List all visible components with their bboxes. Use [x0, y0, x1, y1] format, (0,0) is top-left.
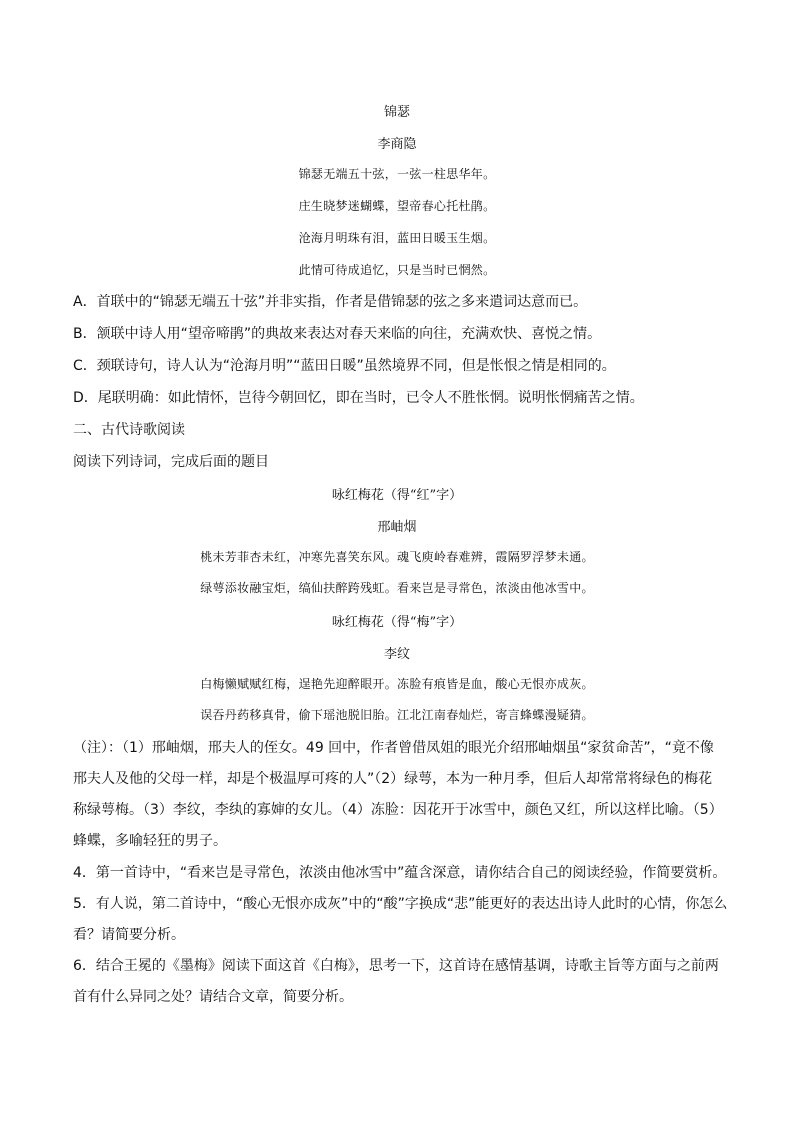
poem2-line: 绿萼添妆融宝炬，缟仙扶醉跨残虹。看来岂是寻常色，浓淡由他冰雪中。: [200, 581, 594, 595]
note-line: 邢夫人及他的父母一样，却是个极温厚可疼的人”（2）绿萼，本为一种月季，但后人却常常将绿色的梅花: [73, 771, 713, 787]
option-a: A．首联中的“锦瑟无端五十弦”并非实指，作者是借锦瑟的弦之多来遣词达意而已。: [73, 294, 588, 310]
option-c: C．颈联诗句，诗人认为“沧海月明”“蓝田日暖”虽然境界不同，但是怅恨之情是相同的。: [73, 358, 616, 374]
poem2-line: 桃未芳菲杏未红，冲寒先喜笑东风。魂飞庾岭春难辨，霞隔罗浮梦未通。: [200, 550, 594, 564]
question-5-cont: 看？请简要分析。: [73, 927, 185, 943]
question-6-cont: 首有什么异同之处？请结合文章，简要分析。: [73, 989, 353, 1005]
option-b: B．颔联中诗人用“望帝啼鹃”的典故来表达对春天来临的向往，充满欢快、喜悦之情。: [73, 326, 602, 342]
poem1-line: 庄生晓梦迷蝴蝶，望帝春心托杜鹃。: [298, 199, 496, 213]
poem1-line: 锦瑟无端五十弦，一弦一柱思华年。: [298, 167, 496, 181]
poem2-title: 咏红梅花（得“红”字）: [331, 488, 463, 503]
question-6: 6．结合王冕的《墨梅》阅读下面这首《白梅》，思考一下，这首诗在感情基调，诗歌主旨等方面与之前两: [73, 958, 719, 974]
poem3-title: 咏红梅花（得“梅”字）: [331, 615, 463, 630]
poem3-line: 误吞丹药移真骨，偷下瑶池脱旧胎。江北江南春灿烂，寄言蜂蝶漫疑猜。: [200, 708, 594, 722]
poem1-line: 此情可待成追忆，只是当时已惘然。: [298, 263, 496, 277]
section-heading: 二、古代诗歌阅读: [73, 422, 185, 438]
poem1-title: 锦瑟: [383, 105, 410, 120]
option-d: D．尾联明确：如此情怀，岂待今朝回忆，即在当时，已令人不胜怅惘。说明怅惘痛苦之情。: [73, 390, 644, 406]
poem2-author: 邢岫烟: [377, 520, 417, 535]
poem1-line: 沧海月明珠有泪，蓝田日暖玉生烟。: [298, 231, 496, 245]
note-line: 称绿萼梅。（3）李纹，李纨的寡婶的女儿。（4）冻脸：因花开于冰雪中，颜色又红，所以这样比喻。（5）: [73, 802, 723, 818]
question-5: 5．有人说，第二首诗中，“酸心无恨亦成灰”中的“酸”字换成“悲”能更好的表达出诗人此时的心情，你怎么: [73, 896, 728, 912]
question-list: [73, 858, 733, 1013]
poem3-author: 李纹: [383, 647, 410, 662]
annotation-notes: [73, 733, 733, 857]
poem3-line: 白梅懒赋赋红梅，逞艳先迎醉眼开。冻脸有痕皆是血，酸心无恨亦成灰。: [200, 677, 594, 691]
note-line: 蜂蝶，多喻轻狂的男子。: [73, 833, 227, 849]
instruction-text: 阅读下列诗词，完成后面的题目: [73, 454, 269, 470]
question-4: 4．第一首诗中，“看来岂是寻常色，浓淡由他冰雪中”蕴含深意，请你结合自己的阅读经验，作简要赏析。: [73, 865, 727, 881]
note-line: （注）：（1）邢岫烟，邢夫人的侄女。49 回中，作者曾借凤姐的眼光介绍邢岫烟虽“家贫命苦”，“竟不像: [73, 740, 714, 756]
poem1-author: 李商隐: [377, 137, 417, 152]
